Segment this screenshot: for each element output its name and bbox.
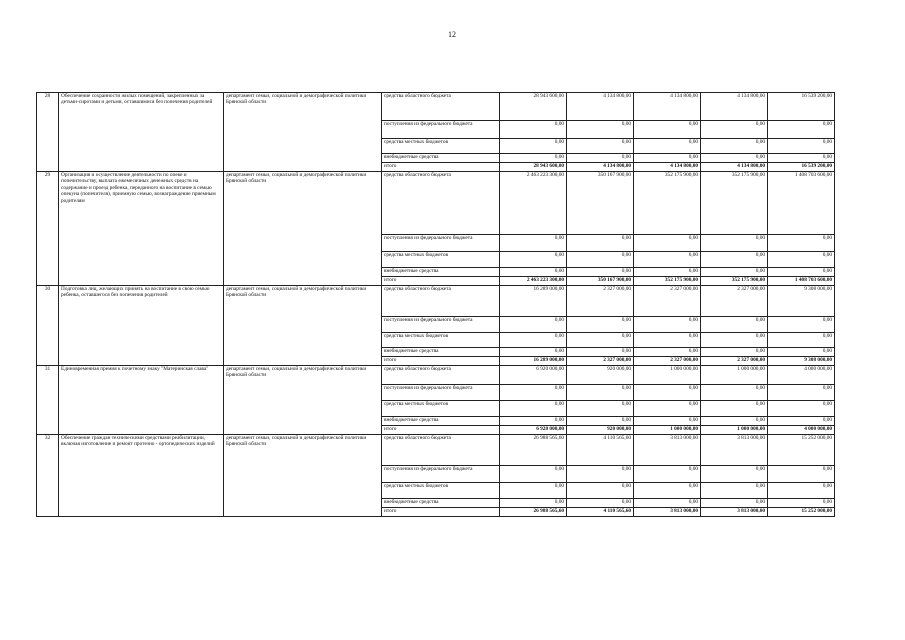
funding-source: средства местных бюджетов [382, 401, 500, 417]
funding-source: внебюджетные средства [382, 417, 500, 426]
measure-name: Организация и осуществление деятельности по опеке и попечительству, выплата ежемесячных денежных средств на содержание и проезд ребенка, переданного на воспитание в семью опекуна (попечителя), приемную семью, вознаграждение приемным родителям [59, 172, 224, 286]
executor-name: департамент семьи, социальной и демографической политики Брянской области [224, 93, 382, 172]
amount-cell: 9 308 000,00 [768, 286, 835, 317]
amount-cell: 2 463 223 300,00 [500, 172, 567, 235]
amount-cell: 0,00 [701, 139, 768, 154]
amount-cell: 26 988 565,60 [500, 435, 567, 466]
amount-cell: 1 000 000,00 [634, 366, 701, 385]
amount-cell: 4 134 800,00 [567, 163, 634, 172]
amount-cell: 0,00 [500, 235, 567, 252]
amount-cell: 0,00 [567, 483, 634, 499]
amount-cell: 0,00 [567, 268, 634, 277]
budget-table-body [37, 93, 835, 517]
budget-table [36, 92, 835, 517]
measure-name: Подготовка лиц, желающих принять на воспитание в свою семью ребенка, оставшегося без попечения родителей [59, 286, 224, 366]
row-number: 32 [37, 435, 59, 517]
amount-cell: 9 308 000,00 [768, 357, 835, 366]
funding-source: поступления из федерального бюджета [382, 466, 500, 483]
table-row [37, 172, 835, 235]
amount-cell: 0,00 [768, 154, 835, 163]
amount-cell: 0,00 [701, 268, 768, 277]
amount-cell: 920 000,00 [567, 426, 634, 435]
amount-cell: 2 327 000,00 [634, 357, 701, 366]
amount-cell: 4 134 800,00 [701, 163, 768, 172]
amount-cell: 0,00 [500, 268, 567, 277]
funding-source: внебюджетные средства [382, 268, 500, 277]
amount-cell: 28 943 600,00 [500, 93, 567, 121]
amount-cell: 0,00 [634, 417, 701, 426]
amount-cell: 0,00 [701, 121, 768, 139]
amount-cell: 0,00 [634, 252, 701, 268]
amount-cell: 0,00 [500, 333, 567, 348]
amount-cell: 0,00 [768, 333, 835, 348]
amount-cell: 1 408 703 600,00 [768, 277, 835, 286]
amount-cell: 0,00 [567, 417, 634, 426]
funding-source: итого [382, 277, 500, 286]
amount-cell: 28 943 600,00 [500, 163, 567, 172]
amount-cell: 4 134 800,00 [634, 93, 701, 121]
amount-cell: 0,00 [567, 385, 634, 401]
amount-cell: 0,00 [567, 466, 634, 483]
funding-source: поступления из федерального бюджета [382, 385, 500, 401]
amount-cell: 6 920 000,00 [500, 366, 567, 385]
amount-cell: 2 327 000,00 [634, 286, 701, 317]
amount-cell: 1 000 000,00 [634, 426, 701, 435]
amount-cell: 15 252 000,00 [768, 435, 835, 466]
executor-name: департамент семьи, социальной и демографической политики Брянской области [224, 435, 382, 517]
amount-cell: 0,00 [701, 154, 768, 163]
amount-cell: 0,00 [500, 121, 567, 139]
amount-cell: 352 175 900,00 [634, 277, 701, 286]
measure-name: Обеспечение сохранности жилых помещений, закрепленных за детьми-сиротами и детьми, оставшимися без попечения родителей [59, 93, 224, 172]
amount-cell: 3 813 000,00 [701, 508, 768, 517]
amount-cell: 0,00 [567, 499, 634, 508]
amount-cell: 350 167 900,00 [567, 277, 634, 286]
amount-cell: 4 000 000,00 [768, 426, 835, 435]
funding-source: средства областного бюджета [382, 366, 500, 385]
amount-cell: 15 252 000,00 [768, 508, 835, 517]
measure-name: Обеспечение граждан техническими средствами реабилитации, включая изготовление и ремонт протезно - ортопедических изделий [59, 435, 224, 517]
amount-cell: 0,00 [634, 154, 701, 163]
amount-cell: 0,00 [567, 235, 634, 252]
amount-cell: 0,00 [500, 154, 567, 163]
amount-cell: 0,00 [500, 252, 567, 268]
funding-source: средства областного бюджета [382, 286, 500, 317]
funding-source: итого [382, 357, 500, 366]
funding-source: средства областного бюджета [382, 172, 500, 235]
amount-cell: 2 327 000,00 [701, 357, 768, 366]
amount-cell: 0,00 [567, 139, 634, 154]
amount-cell: 2 327 000,00 [567, 357, 634, 366]
funding-source: итого [382, 426, 500, 435]
amount-cell: 6 920 000,00 [500, 426, 567, 435]
table-row [37, 366, 835, 385]
funding-source: средства областного бюджета [382, 93, 500, 121]
executor-name: департамент семьи, социальной и демографической политики Брянской области [224, 286, 382, 366]
amount-cell: 0,00 [500, 139, 567, 154]
amount-cell: 0,00 [634, 139, 701, 154]
amount-cell: 0,00 [567, 333, 634, 348]
amount-cell: 0,00 [634, 385, 701, 401]
funding-source: внебюджетные средства [382, 348, 500, 357]
amount-cell: 0,00 [634, 348, 701, 357]
amount-cell: 0,00 [500, 466, 567, 483]
amount-cell: 0,00 [634, 121, 701, 139]
page-number: 12 [448, 30, 456, 39]
funding-source: средства местных бюджетов [382, 333, 500, 348]
funding-source: средства местных бюджетов [382, 252, 500, 268]
amount-cell: 0,00 [500, 483, 567, 499]
amount-cell: 16 289 000,00 [500, 357, 567, 366]
amount-cell: 0,00 [634, 466, 701, 483]
table-row [37, 286, 835, 317]
amount-cell: 0,00 [567, 154, 634, 163]
amount-cell: 0,00 [768, 499, 835, 508]
amount-cell: 0,00 [500, 499, 567, 508]
row-number: 29 [37, 172, 59, 286]
amount-cell: 2 327 000,00 [567, 286, 634, 317]
amount-cell: 0,00 [768, 483, 835, 499]
amount-cell: 0,00 [701, 252, 768, 268]
funding-source: итого [382, 508, 500, 517]
amount-cell: 0,00 [701, 499, 768, 508]
table-row [37, 93, 835, 121]
amount-cell: 3 813 000,00 [634, 435, 701, 466]
amount-cell: 0,00 [500, 317, 567, 333]
amount-cell: 3 813 000,00 [701, 435, 768, 466]
amount-cell: 0,00 [567, 252, 634, 268]
amount-cell: 0,00 [768, 121, 835, 139]
amount-cell: 16 539 200,00 [768, 93, 835, 121]
funding-source: поступления из федерального бюджета [382, 317, 500, 333]
amount-cell: 1 408 703 600,00 [768, 172, 835, 235]
amount-cell: 0,00 [634, 499, 701, 508]
amount-cell: 0,00 [634, 483, 701, 499]
amount-cell: 0,00 [701, 483, 768, 499]
amount-cell: 2 327 000,00 [701, 286, 768, 317]
amount-cell: 0,00 [768, 317, 835, 333]
funding-source: поступления из федерального бюджета [382, 235, 500, 252]
amount-cell: 0,00 [500, 401, 567, 417]
amount-cell: 16 539 200,00 [768, 163, 835, 172]
amount-cell: 352 175 900,00 [701, 277, 768, 286]
amount-cell: 4 000 000,00 [768, 366, 835, 385]
amount-cell: 2 463 223 300,00 [500, 277, 567, 286]
executor-name: департамент семьи, социальной и демографической политики Брянской области [224, 366, 382, 435]
amount-cell: 0,00 [567, 121, 634, 139]
amount-cell: 0,00 [768, 348, 835, 357]
executor-name: департамент семьи, социальной и демографической политики Брянской области [224, 172, 382, 286]
funding-source: поступления из федерального бюджета [382, 121, 500, 139]
amount-cell: 4 134 800,00 [701, 93, 768, 121]
table-row [37, 435, 835, 466]
amount-cell: 0,00 [768, 268, 835, 277]
amount-cell: 0,00 [701, 348, 768, 357]
amount-cell: 0,00 [634, 401, 701, 417]
amount-cell: 352 175 900,00 [634, 172, 701, 235]
row-number: 30 [37, 286, 59, 366]
amount-cell: 0,00 [768, 466, 835, 483]
amount-cell: 0,00 [768, 139, 835, 154]
amount-cell: 0,00 [634, 333, 701, 348]
amount-cell: 26 988 565,60 [500, 508, 567, 517]
row-number: 31 [37, 366, 59, 435]
funding-source: внебюджетные средства [382, 154, 500, 163]
funding-source: итого [382, 163, 500, 172]
amount-cell: 16 289 000,00 [500, 286, 567, 317]
amount-cell: 0,00 [500, 417, 567, 426]
amount-cell: 0,00 [567, 401, 634, 417]
amount-cell: 0,00 [634, 317, 701, 333]
funding-source: внебюджетные средства [382, 499, 500, 508]
amount-cell: 0,00 [768, 385, 835, 401]
funding-source: средства местных бюджетов [382, 139, 500, 154]
amount-cell: 0,00 [768, 235, 835, 252]
amount-cell: 4 134 800,00 [567, 93, 634, 121]
amount-cell: 0,00 [634, 268, 701, 277]
amount-cell: 0,00 [500, 348, 567, 357]
amount-cell: 0,00 [701, 333, 768, 348]
amount-cell: 4 134 800,00 [634, 163, 701, 172]
amount-cell: 0,00 [701, 401, 768, 417]
amount-cell: 0,00 [701, 385, 768, 401]
amount-cell: 1 000 000,00 [701, 426, 768, 435]
amount-cell: 352 175 900,00 [701, 172, 768, 235]
amount-cell: 0,00 [768, 252, 835, 268]
amount-cell: 0,00 [768, 417, 835, 426]
amount-cell: 0,00 [634, 235, 701, 252]
measure-name: Единовременная премия к почетному знаку "Материнская слава" [59, 366, 224, 435]
amount-cell: 0,00 [701, 466, 768, 483]
row-number: 28 [37, 93, 59, 172]
funding-source: средства местных бюджетов [382, 483, 500, 499]
amount-cell: 0,00 [701, 235, 768, 252]
amount-cell: 920 000,00 [567, 366, 634, 385]
amount-cell: 0,00 [768, 401, 835, 417]
funding-source: средства областного бюджета [382, 435, 500, 466]
amount-cell: 4 110 565,60 [567, 435, 634, 466]
amount-cell: 4 110 565,60 [567, 508, 634, 517]
amount-cell: 350 167 900,00 [567, 172, 634, 235]
amount-cell: 0,00 [701, 417, 768, 426]
amount-cell: 1 000 000,00 [701, 366, 768, 385]
amount-cell: 0,00 [701, 317, 768, 333]
amount-cell: 3 813 000,00 [634, 508, 701, 517]
amount-cell: 0,00 [500, 385, 567, 401]
amount-cell: 0,00 [567, 348, 634, 357]
amount-cell: 0,00 [567, 317, 634, 333]
